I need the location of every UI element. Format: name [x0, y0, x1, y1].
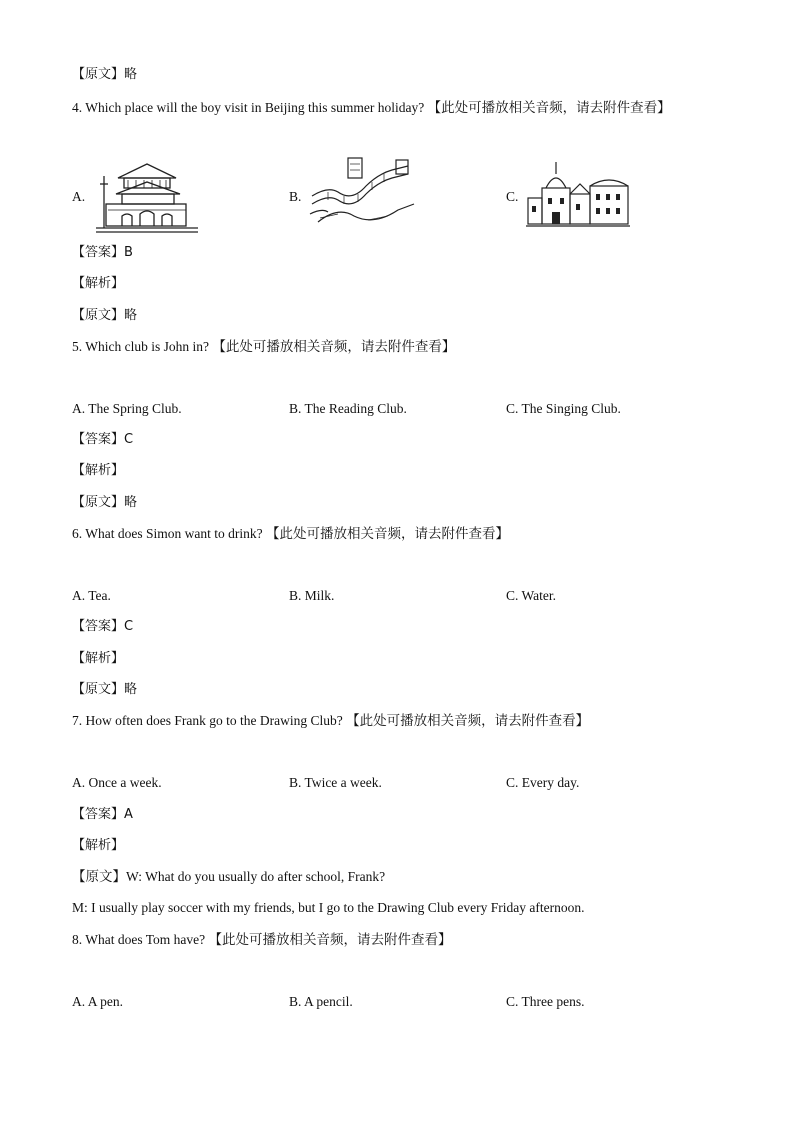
q6-option-c: C. Water. [506, 588, 557, 603]
q8-option-b: B. A pencil. [289, 994, 353, 1009]
q3-transcript: 【原文】略 [72, 67, 138, 82]
q5-transcript: 【原文】略 [72, 495, 138, 510]
q4-analysis: 【解析】 [72, 276, 125, 291]
q6-analysis: 【解析】 [72, 651, 125, 666]
q8-option-c: C. Three pens. [506, 994, 585, 1009]
question-5: 5. Which club is John in? 【此处可播放相关音频，请去附件查看】 [72, 339, 456, 354]
q6-option-b: B. Milk. [289, 588, 335, 603]
question-6: 6. What does Simon want to drink? 【此处可播放相关音频，请去附件查看】 [72, 526, 509, 541]
palace-buildings-icon [524, 158, 632, 230]
q6-answer: 【答案】C [72, 619, 134, 634]
q5-analysis: 【解析】 [72, 463, 125, 478]
q6-option-a: A. Tea. [72, 588, 111, 603]
q7-transcript: 【原文】W: What do you usually do after school, Frank? [72, 869, 386, 884]
q7-option-b: B. Twice a week. [289, 775, 382, 790]
great-wall-icon [308, 156, 418, 228]
q8-option-a: A. A pen. [72, 994, 124, 1009]
q4-answer: 【答案】B [72, 245, 133, 260]
q7-option-a: A. Once a week. [72, 775, 162, 790]
q6-transcript: 【原文】略 [72, 682, 138, 697]
question-4: 4. Which place will the boy visit in Beijing this summer holiday? 【此处可播放相关音频，请去附件查看】 [72, 100, 671, 115]
q5-option-c: C. The Singing Club. [506, 401, 621, 416]
q5-option-a: A. The Spring Club. [72, 401, 182, 416]
q4-option-a-label: A. [72, 189, 86, 204]
q4-option-b-label: B. [289, 189, 302, 204]
question-7: 7. How often does Frank go to the Drawing Club? 【此处可播放相关音频，请去附件查看】 [72, 713, 590, 728]
q7-analysis: 【解析】 [72, 838, 125, 853]
q7-transcript-line-2: M: I usually play soccer with my friends, but I go to the Drawing Club every Friday afternoon. [72, 900, 585, 915]
q4-option-c-label: C. [506, 189, 519, 204]
q7-option-c: C. Every day. [506, 775, 580, 790]
question-8: 8. What does Tom have? 【此处可播放相关音频，请去附件查看】 [72, 932, 452, 947]
q4-transcript: 【原文】略 [72, 308, 138, 323]
tiananmen-gate-icon [92, 158, 202, 234]
q5-answer: 【答案】C [72, 432, 134, 447]
q5-option-b: B. The Reading Club. [289, 401, 407, 416]
q7-answer: 【答案】A [72, 807, 133, 822]
